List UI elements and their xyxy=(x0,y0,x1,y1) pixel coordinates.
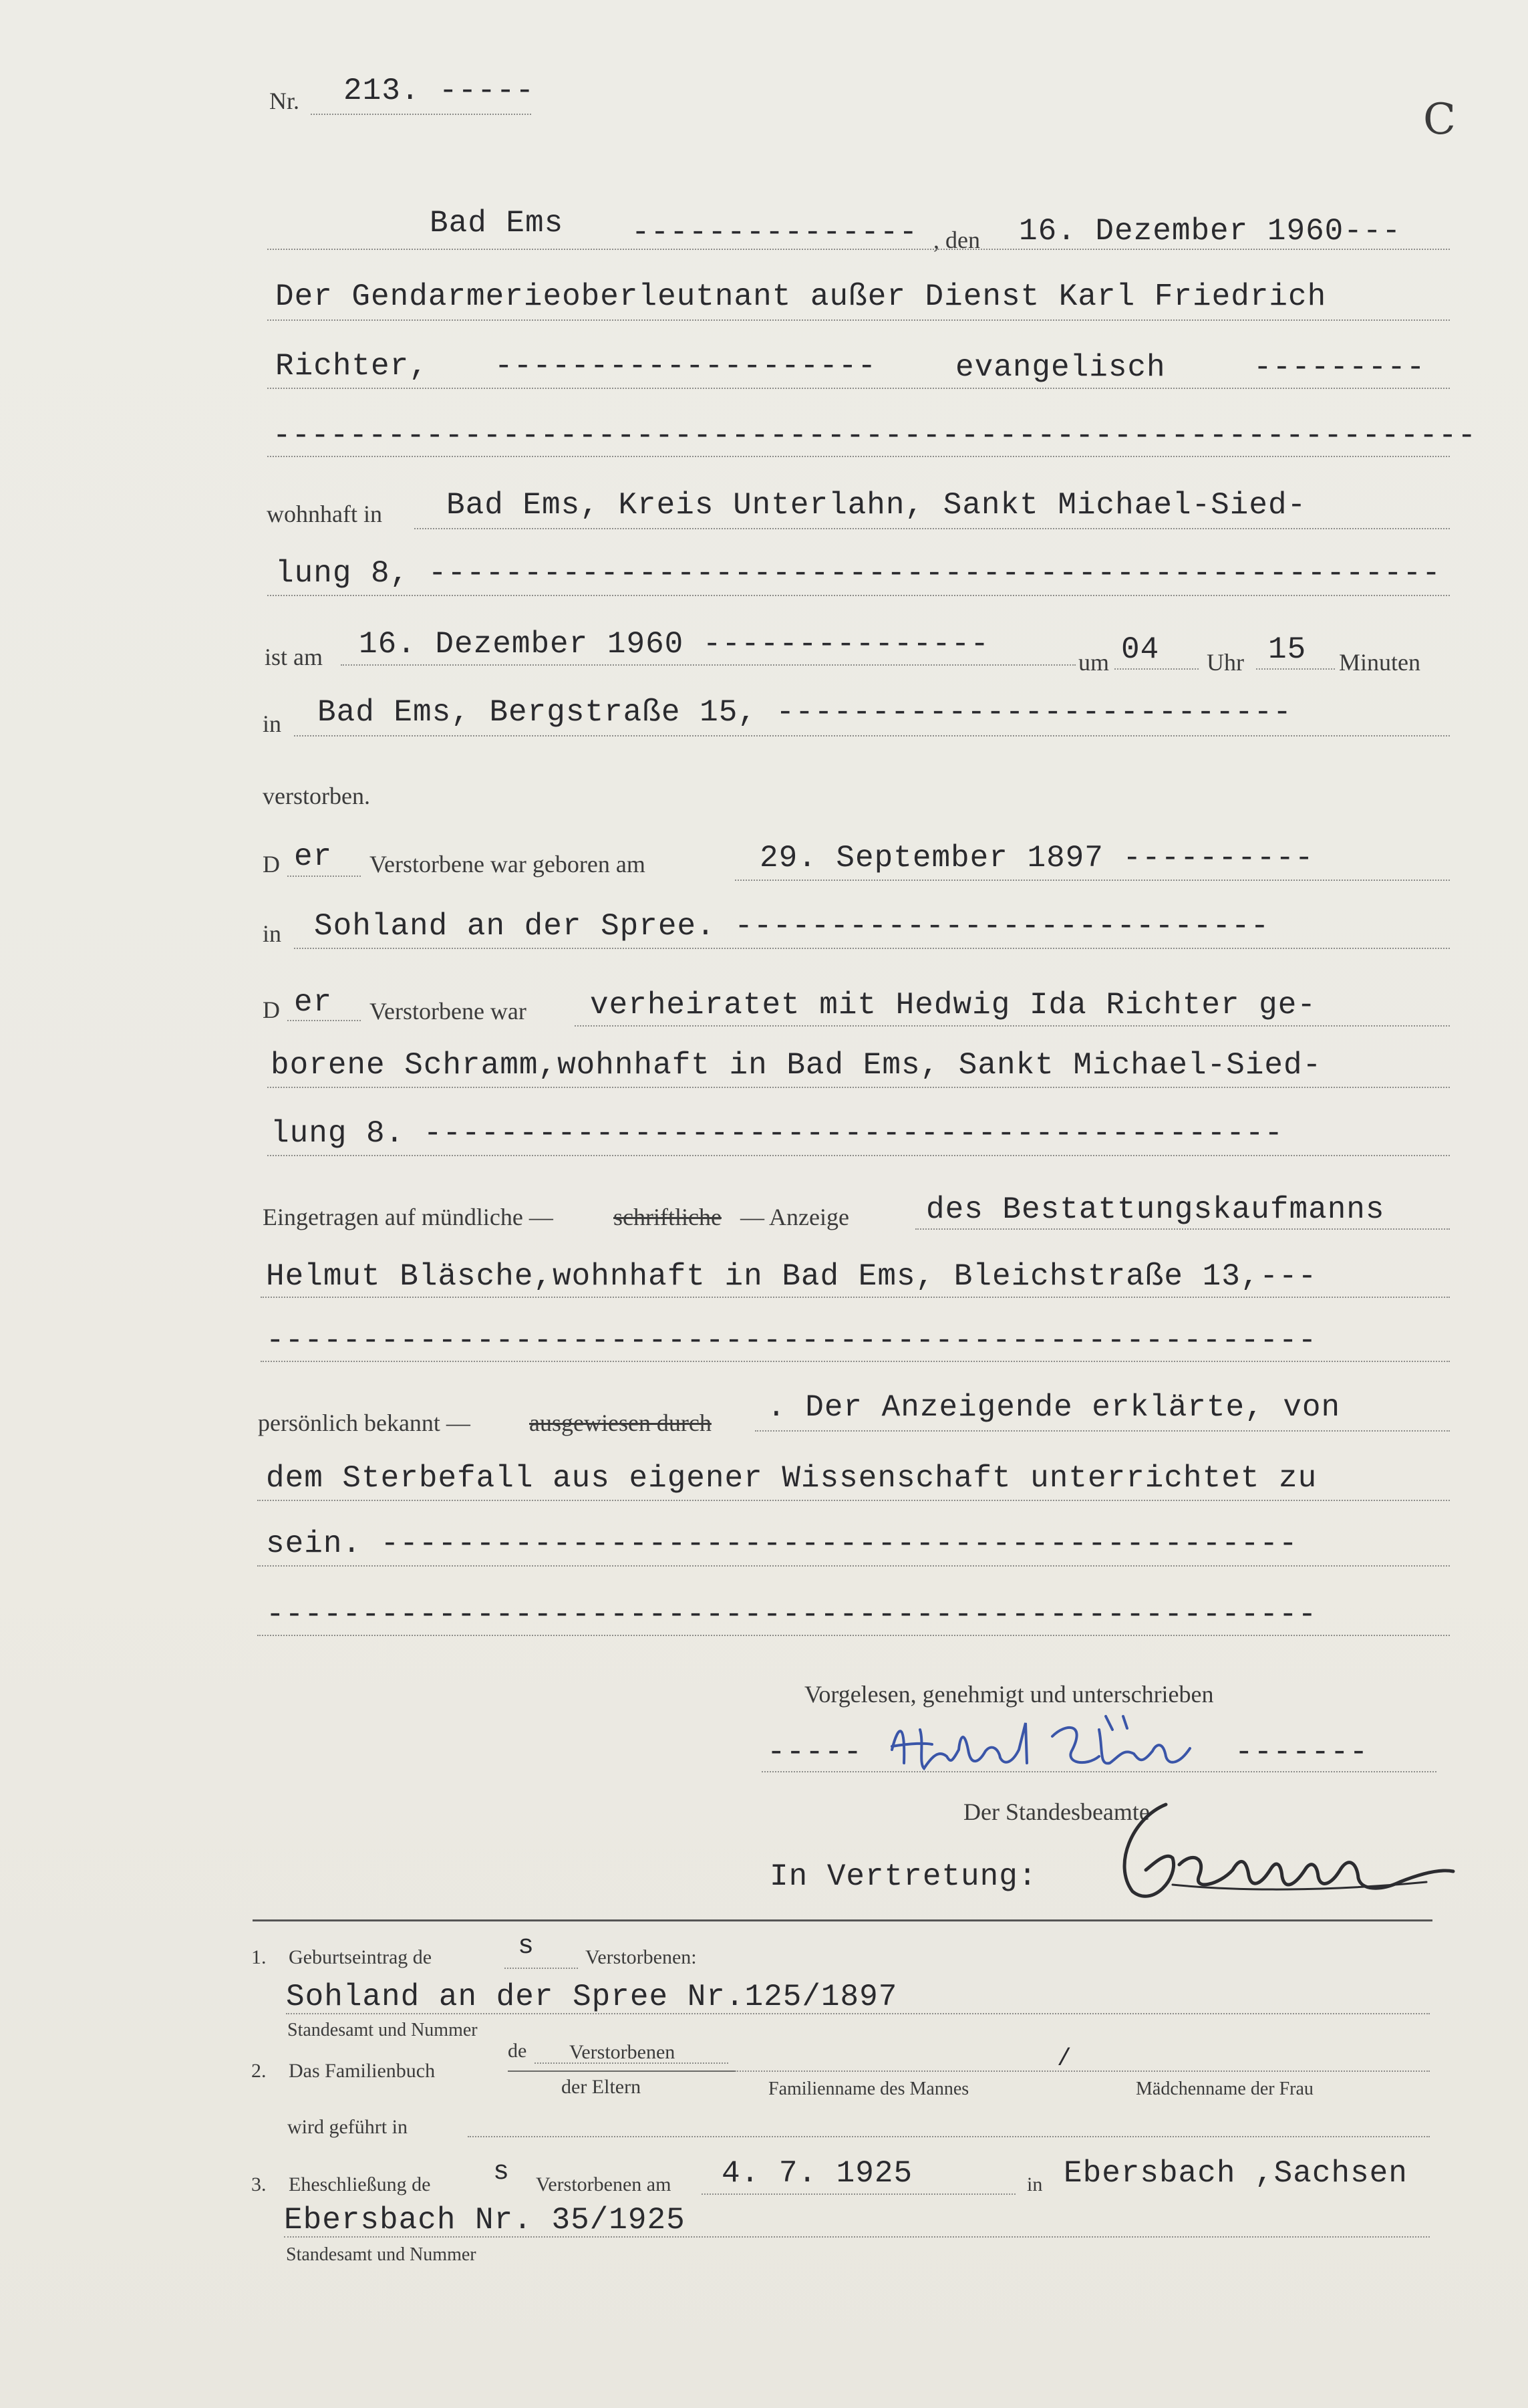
footer-item-3-value: Ebersbach Nr. 35/1925 xyxy=(284,2203,685,2238)
death-in-label: in xyxy=(263,710,282,737)
registration-anzeige-label: — Anzeige xyxy=(740,1204,849,1230)
line-15 xyxy=(261,1297,1450,1298)
informant-signature xyxy=(885,1710,1233,1790)
registry-date: 16. Dezember 1960--- xyxy=(1019,214,1402,249)
footer-item-3-label: Eheschließung de xyxy=(289,2173,431,2195)
death-date: 16. Dezember 1960 --------------- xyxy=(359,627,989,662)
marital-war-label: Verstorbene war xyxy=(369,998,526,1025)
footer-item-2-gefuehrt: wird geführt in xyxy=(287,2116,408,2138)
entry-number-underline xyxy=(311,114,531,115)
deceased-dashes: -------------------- xyxy=(494,349,877,384)
marital-gender-suffix: er xyxy=(294,985,333,1020)
line-11 xyxy=(575,1025,1450,1027)
death-ist-am-label: ist am xyxy=(265,644,323,670)
line-4 xyxy=(267,456,1450,457)
line-17 xyxy=(755,1430,1450,1432)
footer-item-3-in-label: in xyxy=(1027,2173,1043,2195)
death-um-label: um xyxy=(1078,649,1110,676)
registry-place-dashes: --------------- xyxy=(631,215,919,250)
minute-underline xyxy=(1256,668,1335,670)
registry-place: Bad Ems xyxy=(430,206,564,241)
marital-line-1: verheiratet mit Hedwig Ida Richter ge- xyxy=(590,988,1316,1023)
footer-item-2-slash: / xyxy=(1057,2045,1072,2072)
deceased-line-2-tail: --------- xyxy=(1253,350,1426,385)
residence-line-2: lung 8, ----------------------------------------------------- xyxy=(275,556,1441,591)
footer-item-1-label-b: Verstorbenen: xyxy=(585,1946,697,1968)
corner-mark: C xyxy=(1423,95,1456,144)
line-19 xyxy=(257,1565,1450,1567)
footer-item-3-number: 3. xyxy=(251,2173,267,2195)
line-10 xyxy=(294,948,1450,949)
footer-item-1-value: Sohland an der Spree Nr.125/1897 xyxy=(286,1980,898,2014)
line-16 xyxy=(261,1361,1450,1362)
marital-suffix-underline xyxy=(287,1020,361,1021)
footer-item-3-date-underline xyxy=(702,2193,1016,2195)
official-signature-scribble xyxy=(1106,1791,1440,1911)
informant-signature-line xyxy=(762,1771,1436,1772)
birth-date: 29. September 1897 ---------- xyxy=(760,841,1314,876)
entry-number-label: Nr. xyxy=(269,88,299,114)
footer-item-3-suffix: s xyxy=(493,2157,510,2187)
footer-divider xyxy=(253,1919,1432,1921)
footer-item-2-eltern: der Eltern xyxy=(561,2076,641,2098)
footer-item-2-verstorbenen: Verstorbenen xyxy=(569,2041,675,2063)
line-9 xyxy=(735,880,1450,881)
entry-number-value: 213. ----- xyxy=(343,74,535,108)
registration-struck-label: schriftliche xyxy=(613,1204,722,1230)
birth-place: Sohland an der Spree. ---------------------------- xyxy=(314,909,1270,944)
footer-item-3-caption: Standesamt und Nummer xyxy=(286,2244,476,2265)
line-14 xyxy=(915,1228,1450,1230)
deceased-line-3: --------------------------------------------------------------- xyxy=(273,418,1477,453)
registration-label: Eingetragen auf mündliche — xyxy=(263,1204,553,1230)
marital-line-2: borene Schramm,wohnhaft in Bad Ems, Sankt Michael-Sied- xyxy=(271,1048,1322,1083)
footer-item-1-line xyxy=(286,2013,1430,2014)
marital-line-3: lung 8. --------------------------------------------- xyxy=(271,1116,1284,1151)
footer-item-3-date: 4. 7. 1925 xyxy=(722,2156,913,2191)
informant-signature-scribble xyxy=(885,1710,1233,1790)
death-minute: 15 xyxy=(1268,632,1307,667)
official-signature xyxy=(1106,1791,1440,1911)
marital-d-label: D xyxy=(263,996,280,1023)
identity-struck-label: ausgewiesen durch xyxy=(529,1410,712,1436)
standesbeamte-label: Der Standesbeamte xyxy=(963,1798,1150,1825)
death-place: Bad Ems, Bergstraße 15, --------------------------- xyxy=(317,695,1292,730)
informant-dashes-left: ----- xyxy=(767,1735,863,1770)
birth-d-label: D xyxy=(263,851,280,878)
footer-item-1-suffix: s xyxy=(518,1931,535,1962)
informant-dashes-right: ------- xyxy=(1235,1735,1369,1770)
birth-gender-suffix: er xyxy=(294,839,333,874)
footer-item-2-de-underline xyxy=(534,2062,728,2064)
birth-in-label: in xyxy=(263,920,282,947)
birth-geboren-label: Verstorbene war geboren am xyxy=(369,851,645,878)
deceased-religion: evangelisch xyxy=(955,350,1166,385)
identity-line-4: ------------------------------------------------------- xyxy=(266,1597,1318,1632)
line-8 xyxy=(294,735,1450,737)
identity-line-3: sein. ------------------------------------------------ xyxy=(266,1526,1298,1561)
footer-item-2-fraction-line xyxy=(508,2070,735,2072)
footer-item-2-label: Das Familienbuch xyxy=(289,2060,436,2082)
line-6 xyxy=(267,595,1450,596)
footer-item-2-line xyxy=(735,2070,1430,2072)
line-5 xyxy=(414,528,1450,529)
footer-item-2-gefuehrt-line xyxy=(468,2136,1430,2137)
line-1 xyxy=(267,249,1450,250)
in-vertretung-label: In Vertretung: xyxy=(770,1859,1038,1894)
death-minuten-label: Minuten xyxy=(1339,649,1420,676)
identity-label: persönlich bekannt — xyxy=(258,1410,470,1436)
registration-line-2: Helmut Bläsche,wohnhaft in Bad Ems, Bleichstraße 13,--- xyxy=(266,1259,1318,1294)
line-3 xyxy=(267,388,1450,389)
footer-item-3-label-b: Verstorbenen am xyxy=(536,2173,671,2195)
line-12 xyxy=(267,1087,1450,1088)
identity-line-2: dem Sterbefall aus eigener Wissenschaft unterrichtet zu xyxy=(266,1461,1318,1496)
footer-item-3-place: Ebersbach ,Sachsen xyxy=(1064,2156,1408,2191)
registration-line-3: ------------------------------------------------------- xyxy=(266,1323,1318,1358)
death-uhr-label: Uhr xyxy=(1207,649,1244,676)
footer-item-2-mannes: Familienname des Mannes xyxy=(768,2079,969,2099)
footer-item-2-number: 2. xyxy=(251,2060,267,2082)
line-2 xyxy=(267,319,1450,321)
verstorben-label: verstorben. xyxy=(263,783,370,809)
death-hour: 04 xyxy=(1121,632,1160,667)
footer-item-1-label: Geburtseintrag de xyxy=(289,1946,432,1968)
footer-item-2-de: de xyxy=(508,2040,527,2062)
birth-suffix-underline xyxy=(287,876,361,877)
deceased-name: Richter, xyxy=(275,349,428,384)
residence-label: wohnhaft in xyxy=(267,501,382,527)
footer-item-2-frau: Mädchenname der Frau xyxy=(1136,2079,1314,2099)
footer-item-1-number: 1. xyxy=(251,1946,267,1968)
vorgelesen-text: Vorgelesen, genehmigt und unterschrieben xyxy=(804,1681,1214,1708)
line-7 xyxy=(341,664,1076,666)
footer-item-1-caption: Standesamt und Nummer xyxy=(287,2020,478,2040)
footer-item-3-line xyxy=(284,2236,1430,2238)
footer-item-1-suffix-underline xyxy=(504,1968,578,1969)
line-20 xyxy=(257,1635,1450,1636)
hour-underline xyxy=(1114,668,1199,670)
line-13 xyxy=(267,1155,1450,1156)
identity-line-1: . Der Anzeigende erklärte, von xyxy=(767,1390,1341,1425)
residence-line-1: Bad Ems, Kreis Unterlahn, Sankt Michael-Sied- xyxy=(446,488,1307,523)
registration-line-1: des Bestattungskaufmanns xyxy=(926,1192,1385,1227)
line-18 xyxy=(257,1500,1450,1501)
den-label: , den xyxy=(933,227,980,253)
deceased-line-1: Der Gendarmerieoberleutnant außer Dienst Karl Friedrich xyxy=(275,279,1327,314)
